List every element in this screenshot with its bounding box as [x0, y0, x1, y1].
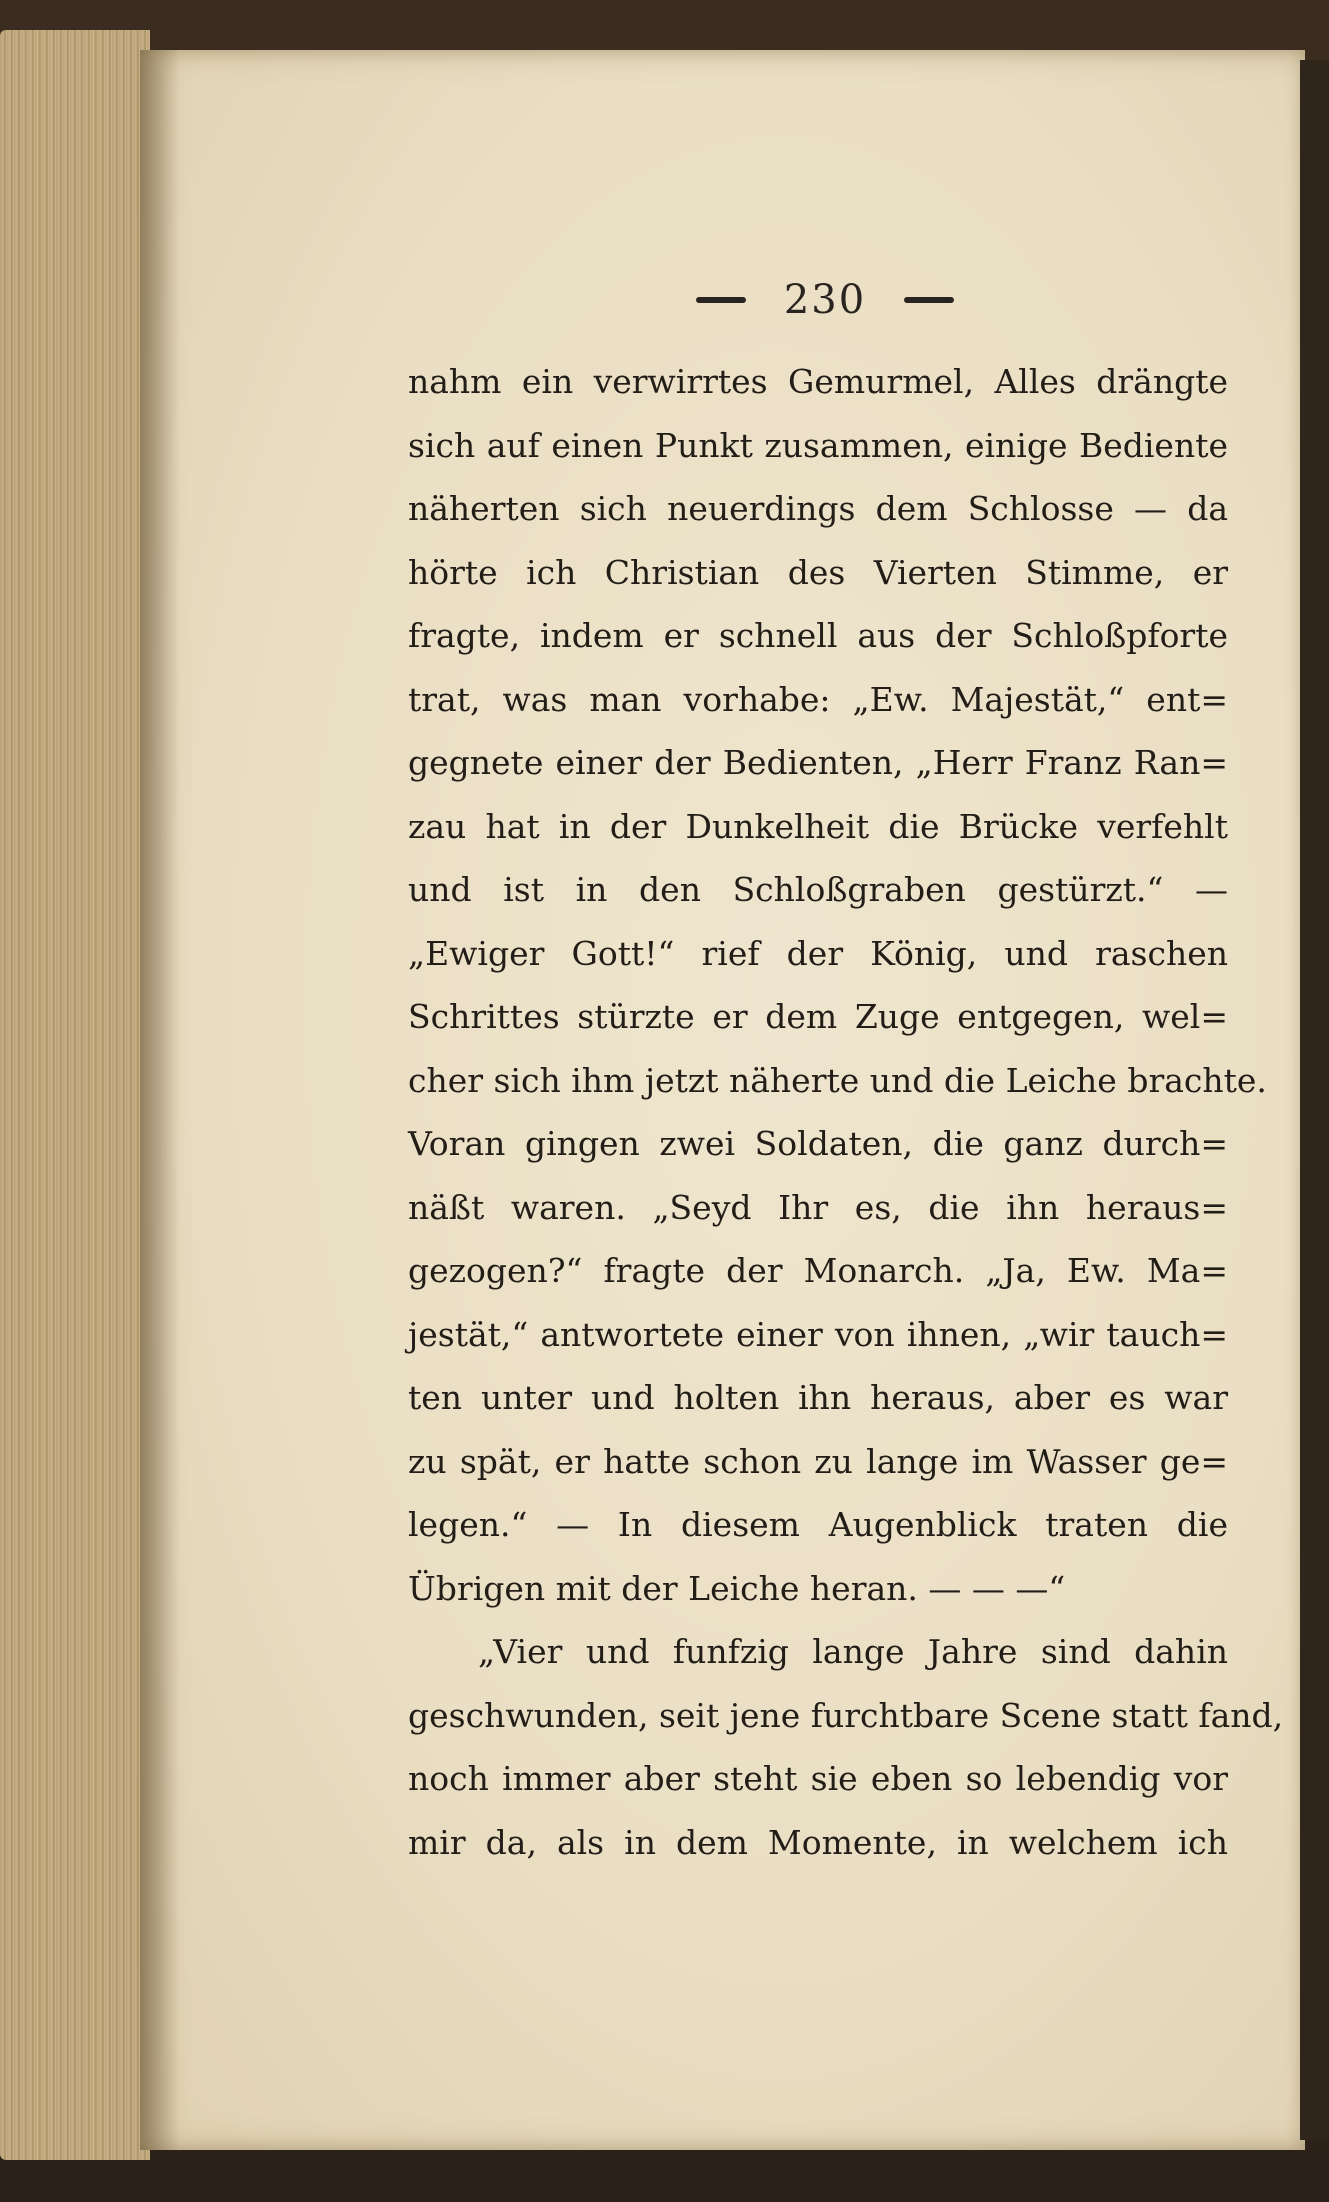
- header-dash-right: [904, 297, 954, 303]
- text-line: sich auf einen Punkt zusammen, einige Bediente: [408, 425, 1228, 465]
- page-edges: [0, 30, 150, 2160]
- page-number: 230: [783, 277, 867, 323]
- text-line: zu spät, er hatte schon zu lange im Wasser ge=: [408, 1441, 1228, 1481]
- text-line: „Ewiger Gott!“ rief der König, und raschen: [408, 933, 1228, 973]
- text-line: legen.“ — In diesem Augenblick traten die: [408, 1505, 1228, 1544]
- page-header: [655, 270, 995, 330]
- text-line: ten unter und holten ihn heraus, aber es war: [408, 1378, 1228, 1417]
- text-line: und ist in den Schloßgraben gestürzt.“ —: [408, 870, 1228, 909]
- text-line: gegnete einer der Bedienten, „Herr Franz Ran=: [408, 743, 1228, 782]
- body-text: [408, 350, 1284, 1874]
- text-line: näßt waren. „Seyd Ihr es, die ihn heraus=: [408, 1187, 1228, 1227]
- text-line: hörte ich Christian des Vierten Stimme, er: [408, 552, 1228, 592]
- text-line: trat, was man vorhabe: „Ew. Majestät,“ ent=: [408, 679, 1228, 719]
- right-edge: [1300, 60, 1329, 2140]
- text-line: cher sich ihm jetzt näherte und die Leiche brachte.: [408, 1060, 1267, 1100]
- text-line: Schrittes stürzte er dem Zuge entgegen, wel=: [408, 997, 1228, 1036]
- text-line: geschwunden, seit jene furchtbare Scene statt fand,: [408, 1695, 1284, 1735]
- text-line: fragte, indem er schnell aus der Schloßpforte: [408, 616, 1228, 655]
- text-line: noch immer aber steht sie eben so lebendig vor: [408, 1759, 1228, 1798]
- text-line: Voran gingen zwei Soldaten, die ganz durch=: [408, 1124, 1228, 1163]
- text-line: zau hat in der Dunkelheit die Brücke verfehlt: [408, 806, 1228, 846]
- text-line: mir da, als in dem Momente, in welchem ich: [408, 1822, 1228, 1862]
- text-line: jestät,“ antwortete einer von ihnen, „wir tauch=: [408, 1314, 1228, 1354]
- text-line: näherten sich neuerdings dem Schlosse — da: [408, 489, 1228, 528]
- text-line: Übrigen mit der Leiche heran. — — —“: [408, 1568, 1066, 1608]
- gutter-shadow: [140, 50, 180, 2150]
- header-dash-left: [696, 297, 746, 303]
- text-line: gezogen?“ fragte der Monarch. „Ja, Ew. Ma=: [408, 1251, 1228, 1290]
- text-line: „Vier und funfzig lange Jahre sind dahin: [478, 1632, 1228, 1671]
- text-line: nahm ein verwirrtes Gemurmel, Alles drängte: [408, 362, 1228, 401]
